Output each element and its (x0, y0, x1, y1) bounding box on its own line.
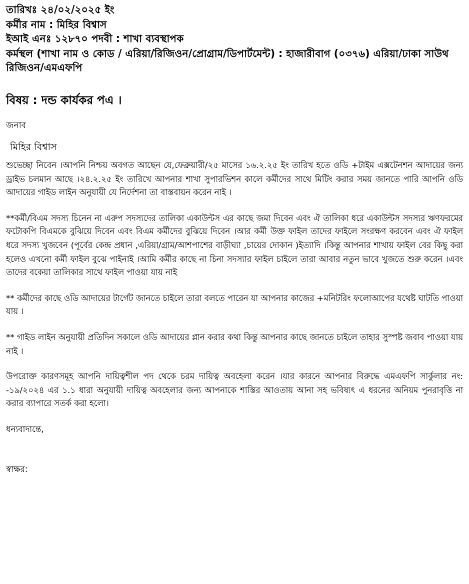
employee-name-line: কর্মীর নাম : মিহির বিশ্বাস (6, 19, 107, 31)
subject-line: বিষয় : দন্ড কার্যকর পএ । (6, 92, 122, 107)
date-line: তারিখঃ ২৪/০২/২০২৫ ইং (6, 5, 115, 16)
recipient-name: মিহির বিশ্বাস (10, 141, 57, 153)
salutation: জনাব (6, 120, 27, 131)
paragraph-target-monitoring: ** কর্মীদের কাছে ওডি আদায়ের টার্গেট জানতে চাইলে তারা বলতে পারেন যা আপনার কাজের +মনিটরিং ফলোআপের যথেষ্ট ঘাটতি পাওয়া যায় । (6, 292, 463, 317)
paragraph-guideline: ** গাইড লাইন অনুযায়ী প্রতিদিন সকালে ওডি আদায়ের প্লান করার কথা কিন্তু আপনার কাছে জানতে চাইলে তাহার সুস্পষ্ট জবাব পাওয়া যায় নাই । (6, 331, 463, 356)
paragraph-intro: শুভেচ্ছা নিবেন ।আপনি নিশ্চয় অবগত আছেন যে,ফেব্রুয়ারী/২৫ মাসের ১৬.২.২৫ ইং তারিখ হতে ওডি +টাইম এক্সটেনশন আদায়ের জন্য ড্রাইভ চলমান আছে ।২৪.২.২৫ ইং তারিখে আপনার শাখা সুপারভিশন কালে কর্মীদের সাথে মিটিং করার সময় জানতে পারি আপনি ওডি আদায়ের গাইড লাইন অনুযায়ী যে নির্দেশনা তা বাস্তবায়ন করেন নাই । (6, 159, 463, 198)
paragraph-conclusion: উপরোক্ত কারণসমূহ আপনি দায়িত্বশীল পদ থেকে চরম দায়িত্ব অবহেলা করেন ।যার কারনে আপনার বিরুদ্ধে এমএফপি সার্কুলার নং: -১৯/২০২৪ এর ১.১ ধারা অনুযায়ী দায়িত্ব অবহেলার জন্য আপনাকে শাস্তির আওতায় আনা সহ ভবিষ্যৎ এ ধরনের অনিয়ম পুনরাবৃত্তি না করার ব্যাপারে সতর্ক করা হলো। (6, 371, 463, 409)
workplace-line: কর্মস্থল (শাখা নাম ও কোড / এরিয়া/রিজিওন/প্রোগ্রাম/ডিপার্টমেন্ট) : হাজারীবাগ (০৩৭৬) এরিয়া/ঢাকা সাউথ রিজিওন/এমএফপি (6, 48, 449, 75)
paragraph-member-file: **কর্মী/বিএম সদস্য চিনেন না এরুপ সদস্যদের তালিকা একাউন্টস এর কাছে জমা দিবেন এবং ঐ তালিকা ধরে একাউন্টস সদস্যর ঋণফরমের ফটোকপি বিএমকে বুঝিয়ে দিবেন এবং বিএম কর্মীদের বুঝিয়ে দিবেন ।আর কর্মী উক্ত ফাইল তাদের ফাইলে সংরক্ষণ করবেন এবং ঐ ফাইল ধরে সদস্য খুজবেন (পূর্বের কেন্দ্র প্রধান ,এরিয়া/গ্রাম/আশপাশের বাড়ীঘ্যা ,চায়ের দোকান )ইত্যাদি ।কিন্তু আপনার শাখায় ফাইল বের কিছু করা হলেও এখনো কর্মী ফাইল বুঝে পাইনাই ।আমি কর্মীর কাছে না চিনা সদস্যার ফাইল চাইলে তারা আবার নতুন ভাবে খুজতে শুরু করেন ।এবং তাদের বকেয়া তালিকার সাথে ফাইল পাওয়া যায় নাই (6, 212, 463, 278)
employee-id-designation-line: ইআই এনঃ ১২৮৭০ পদবী : শাখা ব্যবস্থাপক (6, 34, 184, 46)
signature-label: স্বাক্ষর: (6, 463, 28, 474)
closing: ধন্যবাদান্তে, (6, 423, 44, 434)
